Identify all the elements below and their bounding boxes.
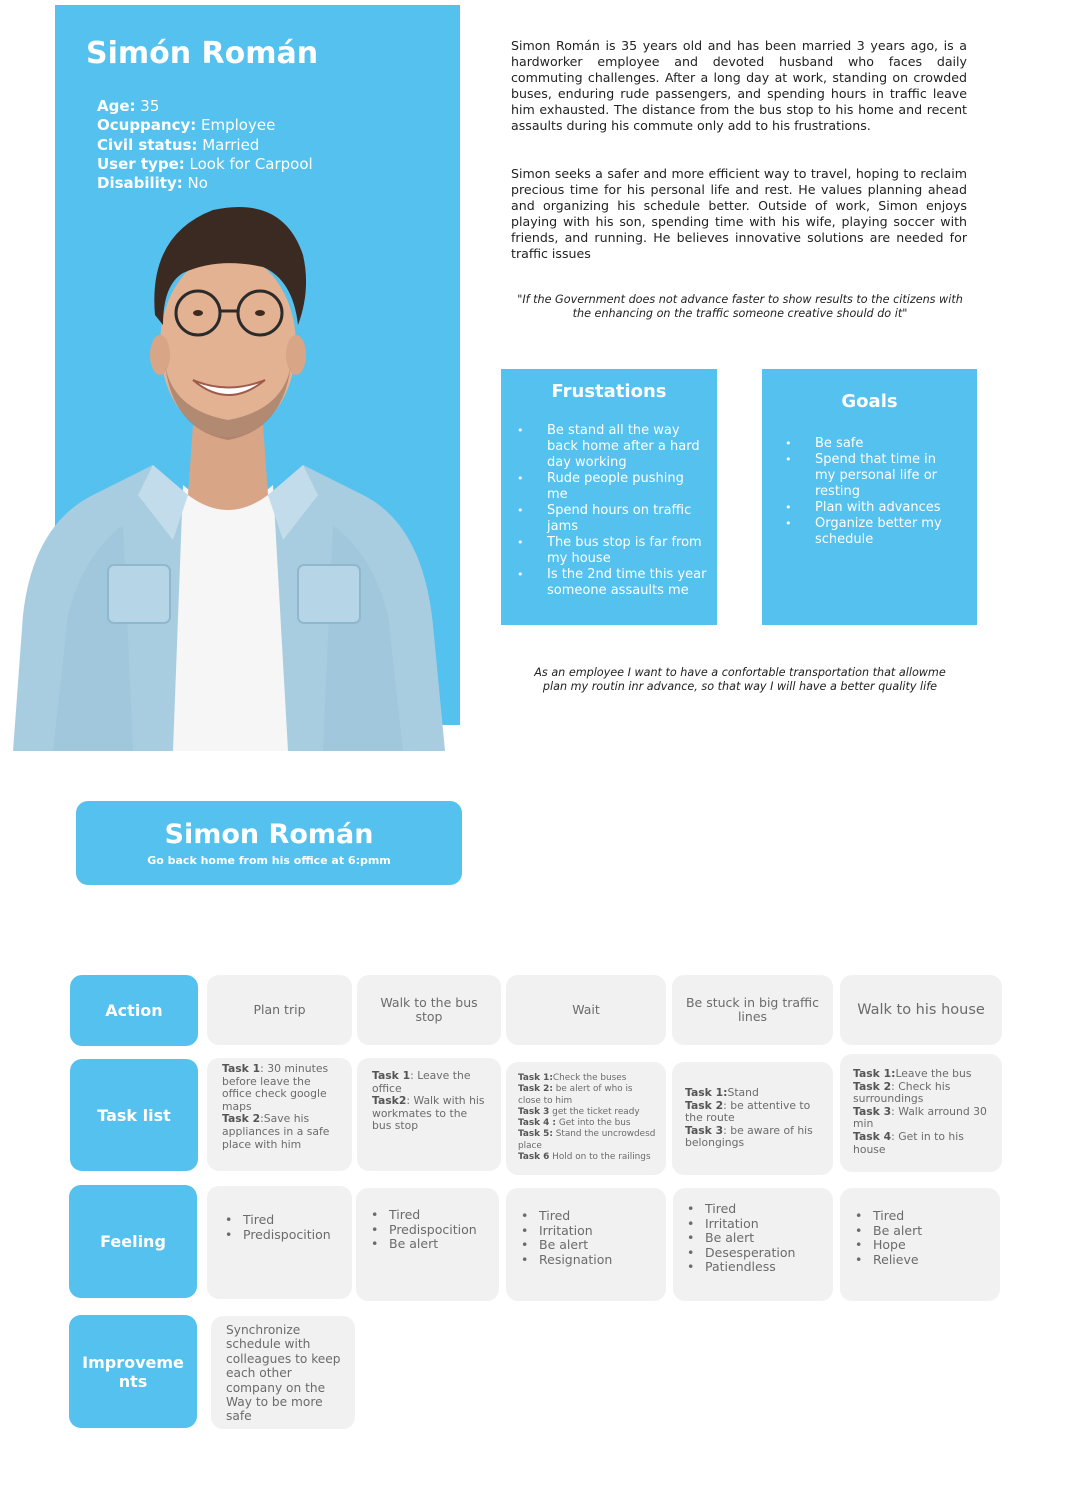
- list-item: • Rude people pushing me: [547, 471, 707, 503]
- list-item: • Resignation: [521, 1253, 656, 1268]
- list-item: • Tired: [521, 1209, 656, 1224]
- feeling-cell: [207, 1186, 352, 1299]
- user-story: As an employee I want to have a confortable transportation that allowme plan my routin inr advance, so that way I will have a better quality life: [534, 666, 946, 693]
- persona-name: Simón Román: [86, 36, 319, 71]
- action-cell: Be stuck in big traffic lines: [672, 975, 833, 1045]
- list-item: • Tired: [371, 1208, 489, 1223]
- row-label-feeling: Feeling: [69, 1185, 197, 1298]
- feeling-cell: [356, 1188, 499, 1301]
- task-cell: Task 1: 30 minutes before leave the office check google maps Task 2:Save his appliances in a safe place with him: [207, 1058, 352, 1171]
- list-item: • Desesperation: [687, 1246, 823, 1261]
- list-item: • Irritation: [521, 1224, 656, 1239]
- list-item: • The bus stop is far from my house: [547, 535, 707, 567]
- list-item: • Tired: [225, 1213, 342, 1228]
- list-item: • Predispocition: [225, 1228, 342, 1243]
- row-label-task-list: Task list: [70, 1059, 198, 1171]
- bio-paragraph-2: Simon seeks a safer and more efficient way to travel, hoping to reclaim precious time for his personal life and rest. He values planning ahead and organizing his schedule better. Outside of work, Simon enjoys playing with his son, spending time with his wife, playing soccer with friends, and running. He believes innovative solutions are needed for traffic issues: [511, 166, 967, 261]
- persona-photo: [13, 195, 445, 751]
- fact-disability: Disability: No: [97, 174, 208, 193]
- feeling-cell: [673, 1188, 833, 1301]
- goals-list: [762, 436, 977, 548]
- list-item: • Plan with advances: [815, 500, 955, 516]
- row-label-action: Action: [70, 975, 198, 1046]
- action-cell: Walk to the bus stop: [357, 975, 501, 1045]
- row-label-improvements: Improveme nts: [69, 1315, 197, 1428]
- goals-title: Goals: [841, 391, 898, 412]
- list-item: • Spend that time in my personal life or resting: [815, 452, 955, 500]
- persona-facts: [97, 97, 313, 193]
- list-item: • Predispocition: [371, 1223, 489, 1238]
- list-item: • Be alert: [855, 1224, 990, 1239]
- fact-user-type: User type: Look for Carpool: [97, 154, 313, 173]
- persona-quote: "If the Government does not advance faster to show results to the citizens with the enhancing on the traffic someone creative should do it": [517, 293, 963, 320]
- feeling-cell: [506, 1188, 666, 1301]
- fact-occupancy: Ocuppancy: Employee: [97, 116, 276, 135]
- goals-card: [762, 369, 977, 625]
- list-item: • Be safe: [815, 436, 955, 452]
- fact-age: Age: 35: [97, 97, 160, 115]
- list-item: • Be alert: [521, 1238, 656, 1253]
- list-item: • Be stand all the way back home after a hard day working: [547, 423, 707, 471]
- list-item: • Is the 2nd time this year someone assaults me: [547, 567, 707, 599]
- action-cell: Plan trip: [207, 975, 352, 1045]
- task-cell: Task 1:Leave the bus Task 2: Check his surroundings Task 3: Walk arround 30 min Task 4: Get in to his house: [840, 1054, 1002, 1172]
- action-cell: Wait: [506, 975, 666, 1045]
- journey-title: Simon Román: [164, 819, 374, 850]
- frustrations-card: [501, 369, 717, 625]
- action-cell: Walk to his house: [840, 975, 1002, 1045]
- list-item: • Irritation: [687, 1217, 823, 1232]
- fact-civil-status: Civil status: Married: [97, 135, 260, 154]
- list-item: • Spend hours on traffic jams: [547, 503, 707, 535]
- list-item: • Be alert: [687, 1231, 823, 1246]
- list-item: • Tired: [855, 1209, 990, 1224]
- list-item: • Hope: [855, 1238, 990, 1253]
- improvement-cell: Synchronize schedule with colleagues to keep each other company on the Way to be more safe: [211, 1316, 355, 1429]
- feeling-cell: [840, 1188, 1000, 1301]
- list-item: • Organize better my schedule: [815, 516, 955, 548]
- task-cell: Task 1: Leave the office Task2: Walk with his workmates to the bus stop: [357, 1058, 501, 1171]
- frustrations-title: Frustations: [551, 381, 667, 402]
- bio-paragraph-1: Simon Román is 35 years old and has been married 3 years ago, is a hardworker employee and devoted husband who faces daily commuting challenges. After a long day at work, standing on crowded buses, enduring rude passengers, and spending hours in traffic leave him exhausted. The distance from the bus stop to his home and recent assaults during his commute only add to his frustrations.: [511, 38, 967, 133]
- list-item: • Patiendless: [687, 1260, 823, 1275]
- list-item: • Tired: [687, 1202, 823, 1217]
- list-item: • Relieve: [855, 1253, 990, 1268]
- list-item: • Be alert: [371, 1237, 489, 1252]
- journey-title-box: [76, 801, 462, 885]
- journey-subtitle: Go back home from his office at 6:pmm: [147, 854, 391, 867]
- task-cell: Task 1:Check the buses Task 2: be alert of who is close to him Task 3 get the ticket ready Task 4 : Get into the bus Task 5: Stand the uncrowdesd place Task 6 Hold on to the railings: [506, 1062, 666, 1175]
- task-cell: Task 1:Stand Task 2: be attentive to the route Task 3: be aware of his belongings: [672, 1062, 833, 1175]
- frustrations-list: [501, 423, 717, 599]
